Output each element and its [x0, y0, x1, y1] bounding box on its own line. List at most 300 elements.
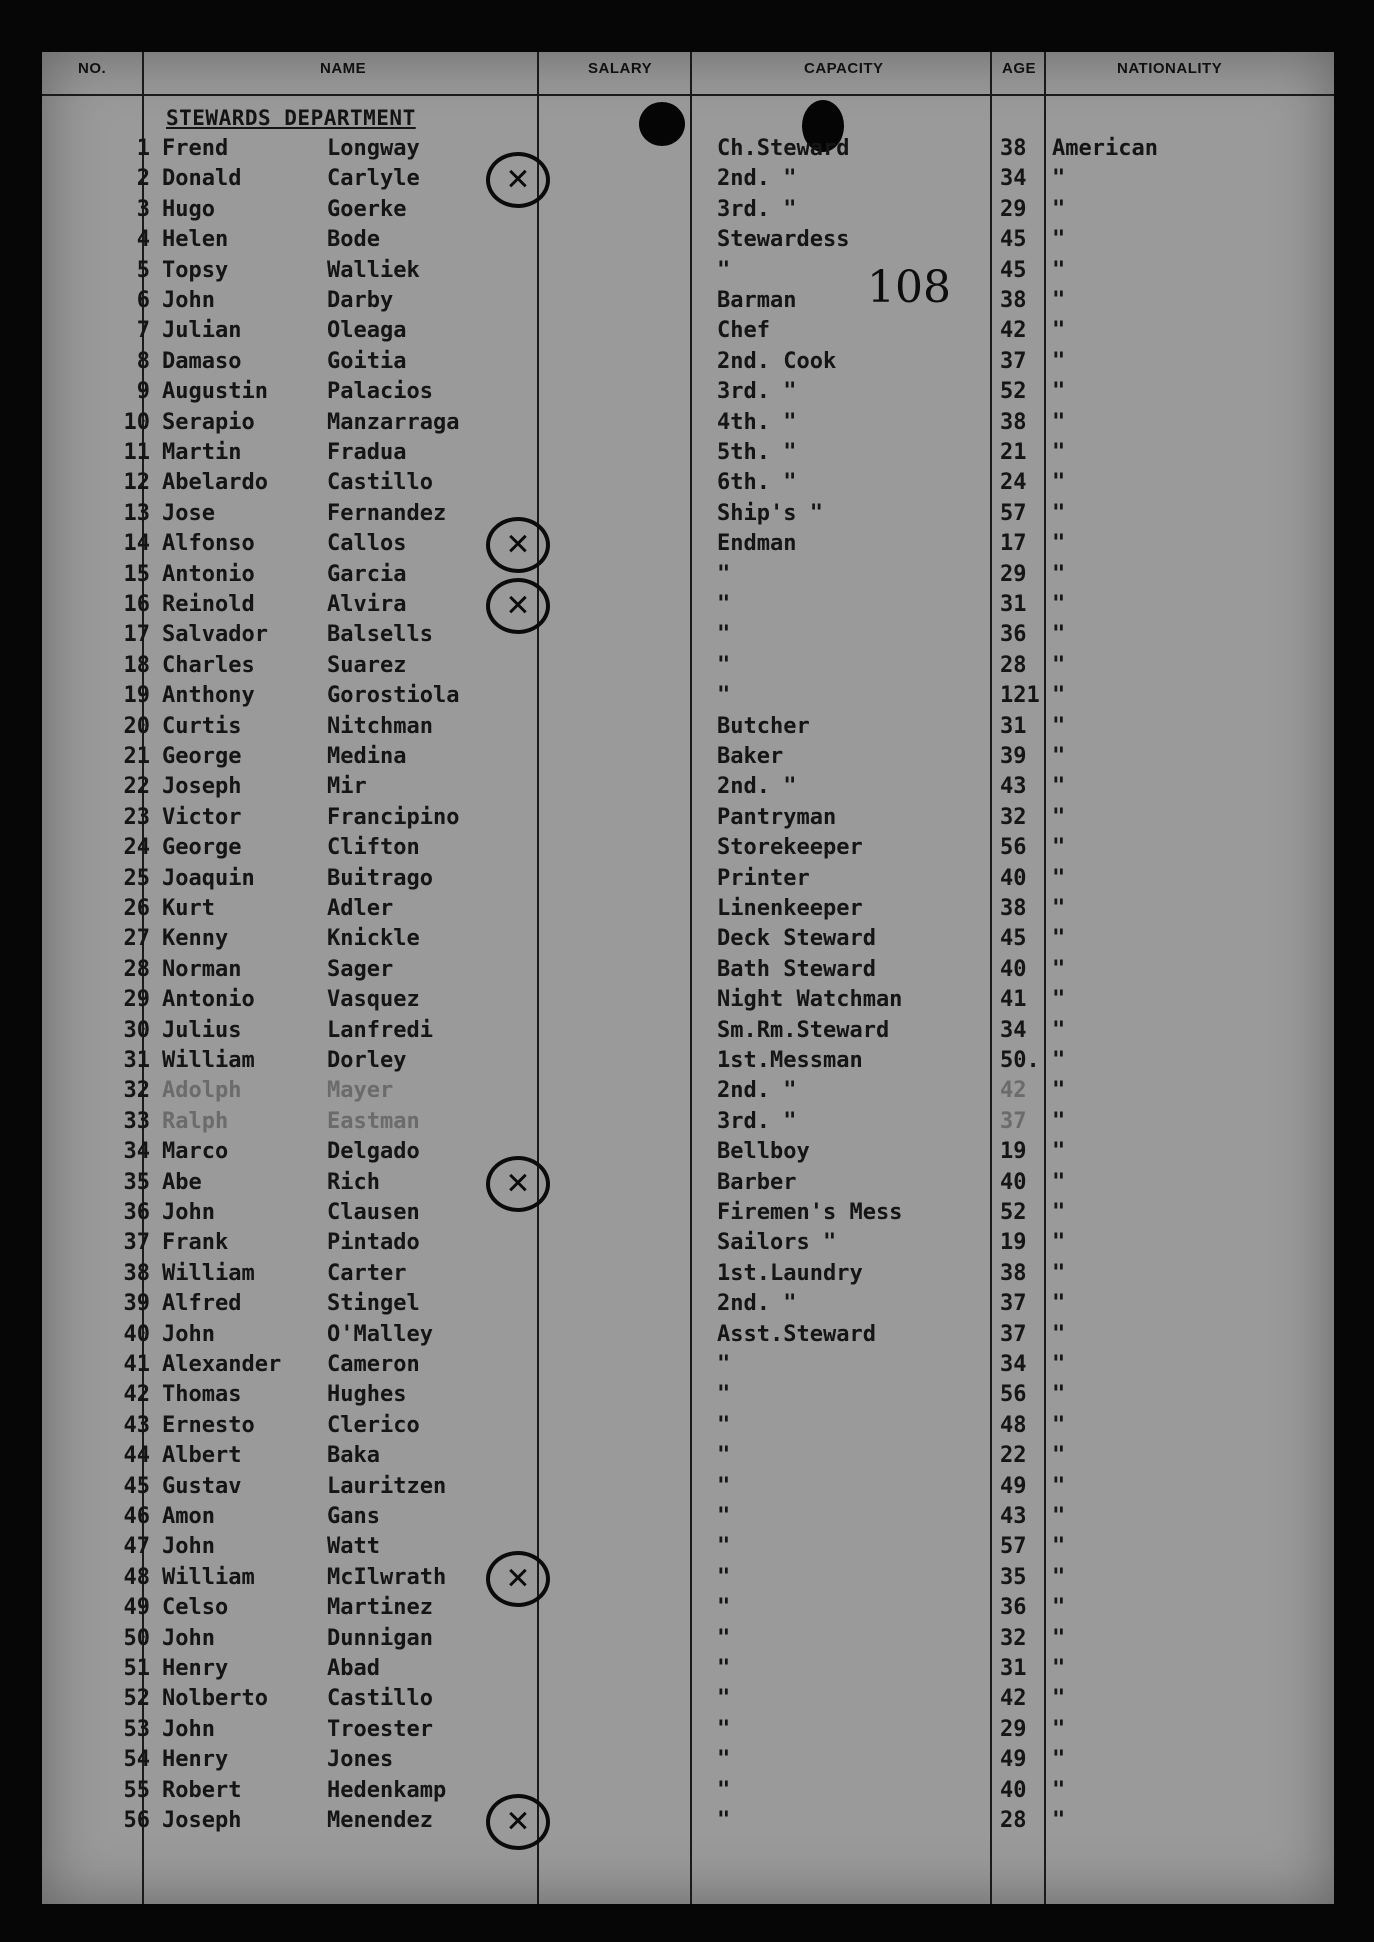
first-name: Jose [162, 500, 215, 526]
last-name: Dorley [327, 1048, 407, 1073]
age: 42 [1000, 318, 1027, 344]
row-number: 2 [136, 166, 150, 192]
table-row [42, 1717, 1334, 1747]
nationality: " [1052, 1747, 1066, 1773]
circled-x-mark-icon [486, 578, 550, 634]
nationality: " [1052, 1017, 1066, 1043]
table-row [42, 866, 1334, 896]
first-name: Hugo [162, 196, 215, 222]
nationality: " [1052, 227, 1066, 253]
table-row [42, 1109, 1334, 1139]
capacity: 2nd. " [717, 1291, 797, 1317]
nationality: " [1052, 835, 1066, 861]
row-number: 51 [123, 1656, 150, 1681]
last-name: Fradua [327, 440, 407, 465]
row-number: 44 [123, 1443, 150, 1469]
last-name: Medina [327, 744, 407, 769]
first-name: Joaquin [162, 865, 255, 891]
last-name: Garcia [327, 561, 407, 587]
last-name: Cameron [327, 1352, 420, 1377]
nationality: American [1052, 136, 1158, 161]
last-name: Jones [327, 1747, 394, 1773]
first-name: Henry [162, 1656, 229, 1681]
table-row [42, 896, 1334, 926]
age: 19 [1000, 1230, 1027, 1256]
row-number: 3 [136, 196, 150, 222]
table-row [42, 774, 1334, 804]
table-row [42, 714, 1334, 744]
capacity: " [717, 1534, 731, 1560]
last-name: Hedenkamp [327, 1777, 447, 1803]
last-name: Clausen [327, 1200, 420, 1225]
last-name: Francipino [327, 804, 460, 830]
capacity: 3rd. " [717, 196, 797, 222]
age: 40 [1000, 865, 1027, 891]
capacity: 3rd. " [717, 379, 797, 405]
last-name: Knickle [327, 926, 420, 952]
capacity: Asst.Steward [717, 1321, 876, 1347]
age: 32 [1000, 1625, 1027, 1651]
table-row [42, 683, 1334, 713]
nationality: " [1052, 865, 1066, 891]
last-name: Bode [327, 227, 380, 253]
last-name: Manzarraga [327, 409, 460, 435]
table-row [42, 1565, 1334, 1595]
capacity: Pantryman [717, 804, 837, 830]
age: 38 [1000, 896, 1027, 921]
last-name: Watt [327, 1534, 380, 1560]
age: 56 [1000, 1382, 1027, 1408]
first-name: Ralph [162, 1108, 229, 1134]
last-name: Castillo [327, 470, 433, 496]
capacity: " [717, 1625, 731, 1651]
row-number: 14 [123, 531, 150, 557]
age: 37 [1000, 348, 1027, 374]
capacity: " [717, 1777, 731, 1803]
capacity: Ship's " [717, 500, 823, 526]
nationality: " [1052, 257, 1066, 283]
header-age: AGE [1002, 60, 1037, 77]
capacity: " [717, 1656, 731, 1681]
age: 29 [1000, 561, 1027, 587]
first-name: Kenny [162, 926, 229, 952]
last-name: Palacios [327, 379, 433, 405]
nationality: " [1052, 500, 1066, 526]
nationality: " [1052, 622, 1066, 648]
table-row [42, 1413, 1334, 1443]
first-name: Gustav [162, 1473, 242, 1499]
capacity: 1st.Messman [717, 1048, 863, 1073]
capacity: 2nd. " [717, 774, 797, 800]
nationality: " [1052, 896, 1066, 921]
table-row [42, 926, 1334, 956]
table-row [42, 1686, 1334, 1716]
row-number: 40 [123, 1321, 150, 1347]
row-number: 52 [123, 1686, 150, 1712]
row-number: 41 [123, 1352, 150, 1377]
header-rule [42, 94, 1334, 96]
table-row [42, 1504, 1334, 1534]
last-name: Lanfredi [327, 1017, 433, 1043]
table-row [42, 744, 1334, 774]
nationality: " [1052, 1473, 1066, 1499]
capacity: Barman [717, 288, 797, 313]
last-name: Eastman [327, 1108, 420, 1134]
table-row [42, 1018, 1334, 1048]
last-name: Buitrago [327, 865, 433, 891]
last-name: Longway [327, 136, 420, 161]
row-number: 7 [136, 318, 150, 344]
row-number: 13 [123, 500, 150, 526]
first-name: Adolph [162, 1078, 242, 1104]
nationality: " [1052, 1291, 1066, 1317]
stamp-number: 108 [867, 262, 951, 313]
table-row [42, 501, 1334, 531]
row-number: 49 [123, 1595, 150, 1621]
last-name: Pintado [327, 1230, 420, 1256]
last-name: Troester [327, 1716, 433, 1742]
table-row [42, 470, 1334, 500]
first-name: Alfonso [162, 531, 255, 557]
nationality: " [1052, 987, 1066, 1013]
nationality: " [1052, 196, 1066, 222]
circled-x-mark-icon [486, 1156, 550, 1212]
age: 57 [1000, 500, 1027, 526]
age: 34 [1000, 1352, 1027, 1377]
nationality: " [1052, 440, 1066, 465]
age: 40 [1000, 956, 1027, 982]
row-number: 28 [123, 956, 150, 982]
nationality: " [1052, 713, 1066, 739]
last-name: Fernandez [327, 500, 447, 526]
first-name: Antonio [162, 561, 255, 587]
last-name: Nitchman [327, 713, 433, 739]
last-name: Goitia [327, 348, 407, 374]
row-number: 45 [123, 1473, 150, 1499]
table-row [42, 1778, 1334, 1808]
row-number: 36 [123, 1200, 150, 1225]
age: 17 [1000, 531, 1027, 557]
nationality: " [1052, 1656, 1066, 1681]
table-row [42, 1382, 1334, 1412]
table-row [42, 410, 1334, 440]
first-name: Abelardo [162, 470, 268, 496]
age: 40 [1000, 1777, 1027, 1803]
age: 37 [1000, 1108, 1027, 1134]
nationality: " [1052, 1139, 1066, 1165]
nationality: " [1052, 926, 1066, 952]
nationality: " [1052, 1686, 1066, 1712]
row-number: 10 [123, 409, 150, 435]
age: 21 [1000, 440, 1027, 465]
row-number: 11 [123, 440, 150, 465]
header-no: NO. [78, 60, 107, 77]
first-name: Julius [162, 1017, 242, 1043]
header-capacity: CAPACITY [804, 60, 884, 77]
first-name: John [162, 1534, 215, 1560]
age: 43 [1000, 774, 1027, 800]
last-name: Vasquez [327, 987, 420, 1013]
nationality: " [1052, 683, 1066, 709]
age: 22 [1000, 1443, 1027, 1469]
age: 42 [1000, 1686, 1027, 1712]
capacity: 1st.Laundry [717, 1260, 863, 1286]
nationality: " [1052, 774, 1066, 800]
first-name: Ernesto [162, 1412, 255, 1438]
table-row [42, 1595, 1334, 1625]
nationality: " [1052, 1352, 1066, 1377]
row-number: 26 [123, 896, 150, 921]
first-name: Reinold [162, 592, 255, 617]
nationality: " [1052, 1200, 1066, 1225]
last-name: O'Malley [327, 1321, 433, 1347]
capacity: Baker [717, 744, 784, 769]
last-name: Castillo [327, 1686, 433, 1712]
row-number: 53 [123, 1716, 150, 1742]
table-row [42, 1808, 1334, 1838]
last-name: Alvira [327, 592, 407, 617]
first-name: Serapio [162, 409, 255, 435]
table-row [42, 1078, 1334, 1108]
first-name: Henry [162, 1747, 229, 1773]
capacity: Bath Steward [717, 956, 876, 982]
age: 48 [1000, 1412, 1027, 1438]
table-row [42, 227, 1334, 257]
capacity: " [717, 1808, 731, 1833]
nationality: " [1052, 1625, 1066, 1651]
table-row [42, 318, 1334, 348]
table-row [42, 1200, 1334, 1230]
row-number: 23 [123, 804, 150, 830]
capacity: Firemen's Mess [717, 1200, 903, 1225]
capacity: " [717, 1747, 731, 1773]
capacity: " [717, 1382, 731, 1408]
row-number: 18 [123, 652, 150, 678]
age: 52 [1000, 1200, 1027, 1225]
nationality: " [1052, 744, 1066, 769]
row-number: 25 [123, 865, 150, 891]
table-row [42, 1747, 1334, 1777]
age: 45 [1000, 227, 1027, 253]
first-name: George [162, 744, 242, 769]
last-name: Callos [327, 531, 407, 557]
last-name: Baka [327, 1443, 380, 1469]
first-name: John [162, 1321, 215, 1347]
first-name: George [162, 835, 242, 861]
age: 36 [1000, 622, 1027, 648]
age: 38 [1000, 1260, 1027, 1286]
age: 38 [1000, 409, 1027, 435]
first-name: Robert [162, 1777, 242, 1803]
first-name: Victor [162, 804, 242, 830]
capacity: " [717, 257, 731, 283]
row-number: 55 [123, 1777, 150, 1803]
first-name: Martin [162, 440, 242, 465]
circled-x-mark-icon [486, 1794, 550, 1850]
header-name: NAME [320, 60, 367, 77]
table-row [42, 592, 1334, 622]
last-name: Balsells [327, 622, 433, 648]
capacity: Bellboy [717, 1139, 810, 1165]
age: 40 [1000, 1169, 1027, 1195]
row-number: 31 [123, 1048, 150, 1073]
age: 50. [1000, 1048, 1040, 1073]
row-number: 21 [123, 744, 150, 769]
row-number: 19 [123, 683, 150, 709]
row-number: 47 [123, 1534, 150, 1560]
age: 39 [1000, 744, 1027, 769]
age: 34 [1000, 1017, 1027, 1043]
table-row [42, 1170, 1334, 1200]
last-name: Menendez [327, 1808, 433, 1833]
capacity: Storekeeper [717, 835, 863, 861]
header-salary: SALARY [588, 60, 653, 77]
capacity: Deck Steward [717, 926, 876, 952]
first-name: William [162, 1260, 255, 1286]
last-name: Gorostiola [327, 683, 460, 709]
table-row [42, 1626, 1334, 1656]
row-number: 50 [123, 1625, 150, 1651]
first-name: John [162, 1625, 215, 1651]
first-name: Abe [162, 1169, 202, 1195]
first-name: Anthony [162, 683, 255, 709]
row-number: 48 [123, 1564, 150, 1590]
row-number: 24 [123, 835, 150, 861]
nationality: " [1052, 1321, 1066, 1347]
capacity: 2nd. " [717, 1078, 797, 1104]
last-name: Carlyle [327, 166, 420, 192]
table-row [42, 1291, 1334, 1321]
first-name: John [162, 1200, 215, 1225]
nationality: " [1052, 288, 1066, 313]
age: 49 [1000, 1747, 1027, 1773]
first-name: Thomas [162, 1382, 242, 1408]
row-number: 16 [123, 592, 150, 617]
row-number: 33 [123, 1108, 150, 1134]
capacity: " [717, 1504, 731, 1529]
row-number: 6 [136, 288, 150, 313]
last-name: Hughes [327, 1382, 407, 1408]
nationality: " [1052, 379, 1066, 405]
first-name: Frank [162, 1230, 229, 1256]
row-number: 37 [123, 1230, 150, 1256]
capacity: " [717, 1352, 731, 1377]
capacity: Stewardess [717, 227, 850, 253]
table-row [42, 622, 1334, 652]
first-name: Augustin [162, 379, 268, 405]
row-number: 5 [136, 257, 150, 283]
age: 28 [1000, 1808, 1027, 1833]
first-name: Albert [162, 1443, 242, 1469]
age: 38 [1000, 136, 1027, 161]
nationality: " [1052, 1504, 1066, 1529]
table-row [42, 562, 1334, 592]
age: 49 [1000, 1473, 1027, 1499]
table-row [42, 1534, 1334, 1564]
table-row [42, 835, 1334, 865]
row-number: 20 [123, 713, 150, 739]
age: 35 [1000, 1564, 1027, 1590]
circled-x-mark-icon [486, 1551, 550, 1607]
table-row [42, 987, 1334, 1017]
capacity: " [717, 1716, 731, 1742]
table-row [42, 805, 1334, 835]
capacity: " [717, 622, 731, 648]
capacity: 5th. " [717, 440, 797, 465]
first-name: Joseph [162, 1808, 242, 1833]
row-number: 54 [123, 1747, 150, 1773]
department-title: STEWARDS DEPARTMENT [166, 106, 416, 130]
capacity: " [717, 561, 731, 587]
age: 57 [1000, 1534, 1027, 1560]
last-name: Dunnigan [327, 1625, 433, 1651]
capacity: " [717, 1473, 731, 1499]
nationality: " [1052, 409, 1066, 435]
age: 31 [1000, 1656, 1027, 1681]
capacity: Night Watchman [717, 987, 903, 1013]
first-name: Alexander [162, 1352, 282, 1377]
table-row [42, 166, 1334, 196]
header-nationality: NATIONALITY [1117, 60, 1223, 77]
nationality: " [1052, 318, 1066, 344]
last-name: Lauritzen [327, 1473, 447, 1499]
nationality: " [1052, 1595, 1066, 1621]
row-number: 17 [123, 622, 150, 648]
first-name: Celso [162, 1595, 229, 1621]
table-row [42, 1048, 1334, 1078]
table-row [42, 1261, 1334, 1291]
row-number: 46 [123, 1504, 150, 1529]
row-number: 42 [123, 1382, 150, 1408]
row-number: 34 [123, 1139, 150, 1165]
row-number: 39 [123, 1291, 150, 1317]
last-name: Delgado [327, 1139, 420, 1165]
nationality: " [1052, 1382, 1066, 1408]
capacity: Chef [717, 318, 770, 344]
capacity: " [717, 1686, 731, 1712]
age: 31 [1000, 592, 1027, 617]
capacity: Ch.Steward [717, 136, 850, 161]
first-name: Damaso [162, 348, 242, 374]
nationality: " [1052, 1108, 1066, 1134]
nationality: " [1052, 1564, 1066, 1590]
age: 31 [1000, 713, 1027, 739]
last-name: Walliek [327, 257, 420, 283]
last-name: Carter [327, 1260, 407, 1286]
capacity: Barber [717, 1169, 797, 1195]
age: 45 [1000, 926, 1027, 952]
table-row [42, 653, 1334, 683]
capacity: " [717, 592, 731, 617]
nationality: " [1052, 348, 1066, 374]
first-name: William [162, 1564, 255, 1590]
table-row [42, 957, 1334, 987]
capacity: Sm.Rm.Steward [717, 1017, 890, 1043]
first-name: Alfred [162, 1291, 242, 1317]
capacity: Printer [717, 865, 810, 891]
nationality: " [1052, 592, 1066, 617]
last-name: Abad [327, 1656, 380, 1681]
row-number: 35 [123, 1169, 150, 1195]
table-row [42, 1322, 1334, 1352]
last-name: Oleaga [327, 318, 407, 344]
row-number: 22 [123, 774, 150, 800]
age: 43 [1000, 1504, 1027, 1529]
last-name: Mir [327, 774, 367, 800]
age: 121 [1000, 683, 1040, 709]
age: 37 [1000, 1321, 1027, 1347]
age: 41 [1000, 987, 1027, 1013]
